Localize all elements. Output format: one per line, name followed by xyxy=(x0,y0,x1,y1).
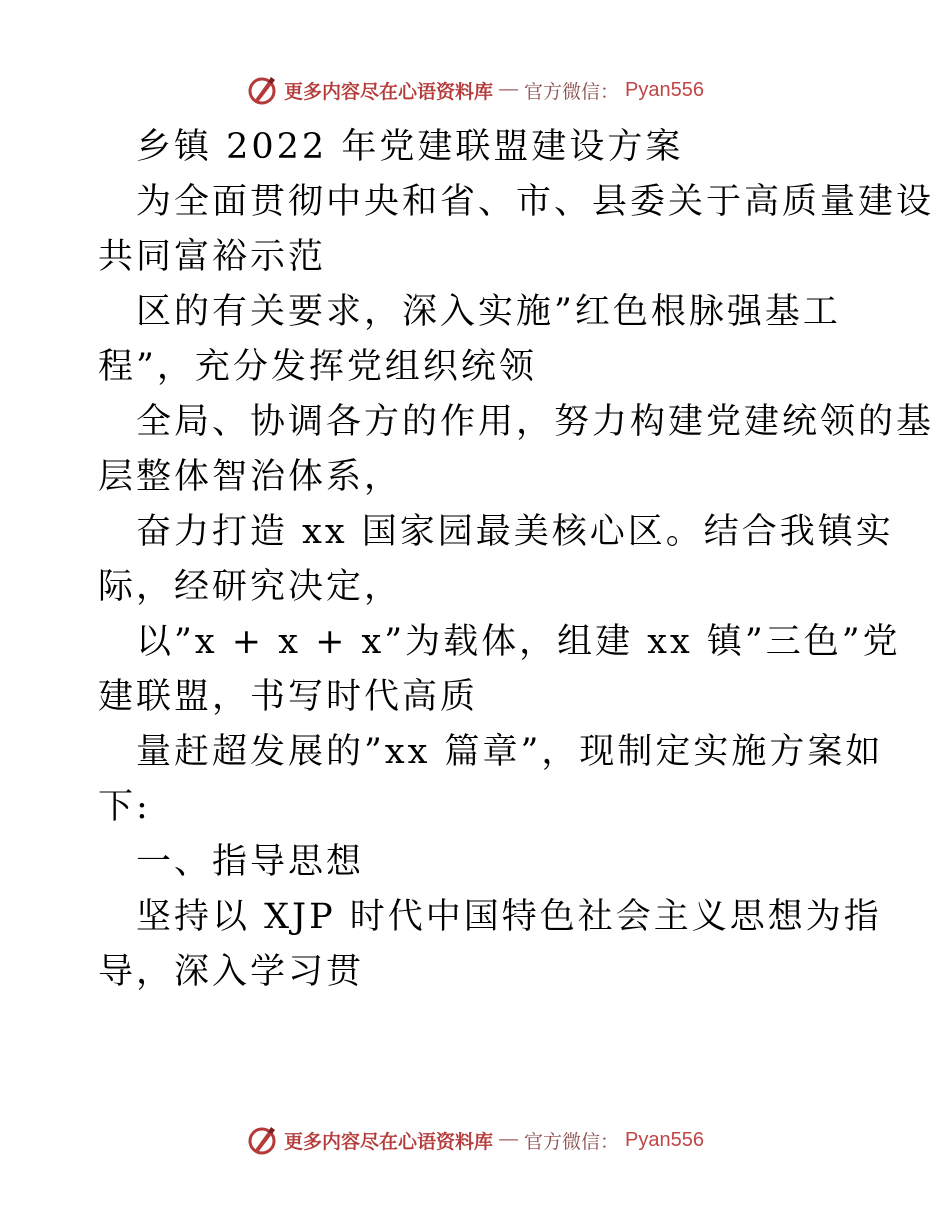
paragraph-line: 际，经研究决定， xyxy=(98,567,403,607)
brush-logo-icon xyxy=(246,1124,278,1156)
watermark-dash: — xyxy=(499,1129,519,1150)
brush-logo-icon xyxy=(246,74,278,106)
watermark-account-id: Pyan556 xyxy=(625,1128,704,1151)
paragraph-line: 区的有关要求，深入实施”红色根脉强基工 xyxy=(136,292,841,332)
paragraph-line: 下: xyxy=(98,787,151,827)
watermark-slogan: 更多内容尽在心语资料库 xyxy=(284,80,494,103)
paragraph-line: 为全面贯彻中央和省、市、县委关于高质量建设 xyxy=(136,182,935,222)
paragraph-line: 量赶超发展的”xx 篇章”，现制定实施方案如 xyxy=(136,732,884,772)
paragraph-line: 共同富裕示范 xyxy=(98,237,327,277)
watermark-slogan: 更多内容尽在心语资料库 xyxy=(284,1130,494,1153)
document-title: 乡镇 2022 年党建联盟建设方案 xyxy=(136,127,684,167)
paragraph-line: 以”x + x + x”为载体，组建 xx 镇”三色”党 xyxy=(136,622,901,662)
paragraph-line: 层整体智治体系， xyxy=(98,457,403,497)
paragraph-line: 全局、协调各方的作用，努力构建党建统领的基 xyxy=(136,402,935,442)
paragraph-line: 导，深入学习贯 xyxy=(98,952,365,992)
paragraph-line: 建联盟，书写时代高质 xyxy=(98,677,479,717)
footer-watermark xyxy=(0,1120,950,1160)
section-heading: 一、指导思想 xyxy=(136,842,365,882)
paragraph-line: 程”，充分发挥党组织统领 xyxy=(98,347,537,387)
paragraph-line: 坚持以 XJP 时代中国特色社会主义思想为指 xyxy=(136,897,882,937)
header-watermark xyxy=(0,70,950,110)
watermark-dash: — xyxy=(499,79,519,100)
document-body xyxy=(98,120,935,1000)
watermark-account-label: 官方微信： xyxy=(524,1130,620,1153)
paragraph-line: 奋力打造 xx 国家园最美核心区。结合我镇实 xyxy=(136,512,894,552)
watermark-account-label: 官方微信： xyxy=(524,80,620,103)
watermark-account-id: Pyan556 xyxy=(625,78,704,101)
